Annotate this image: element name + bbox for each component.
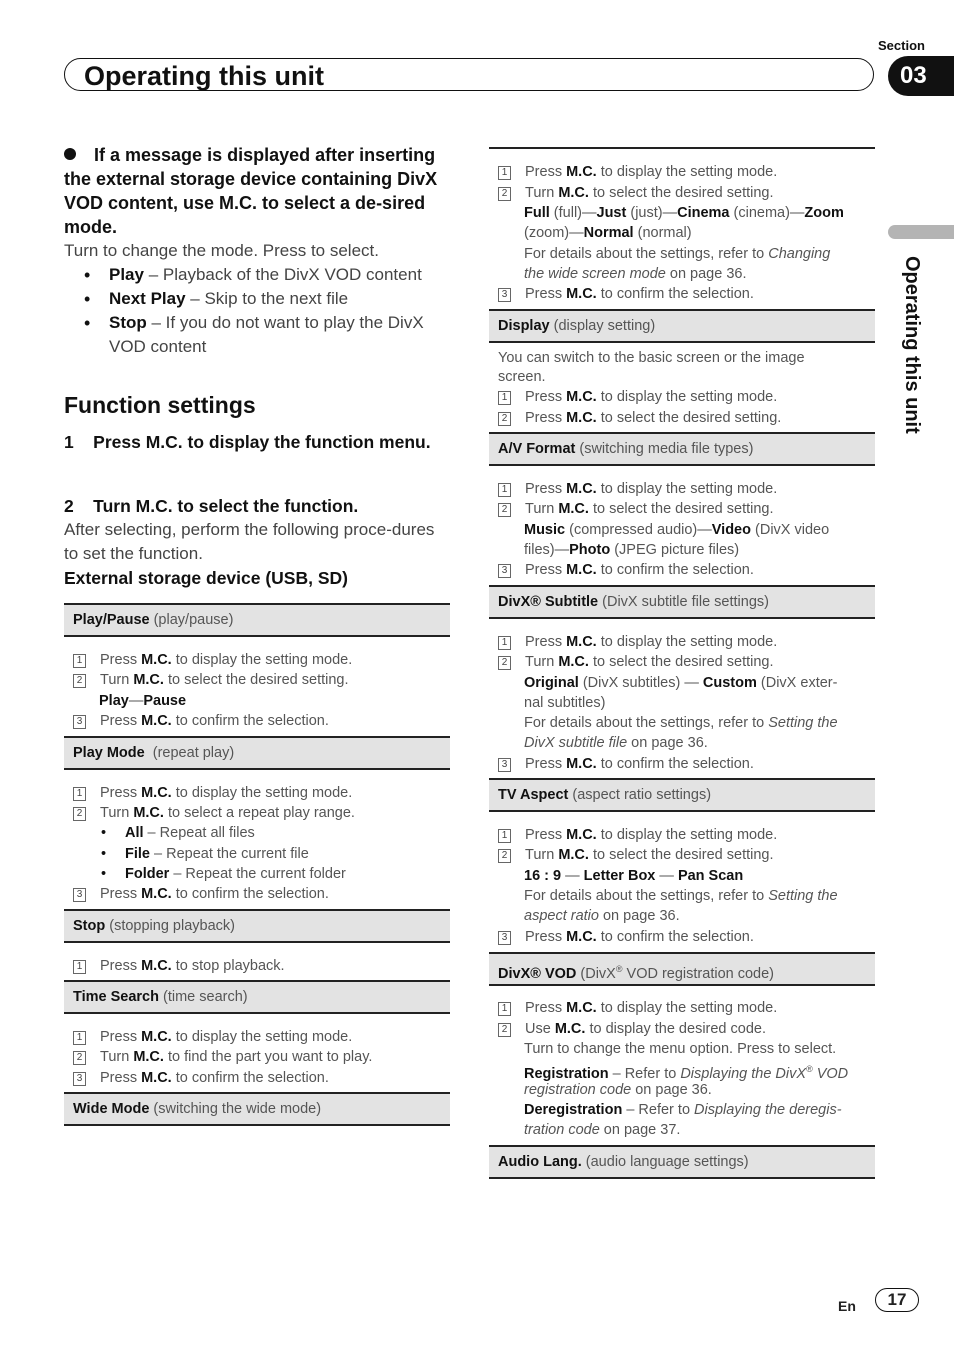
list-item: 1 Press M.C. to display the setting mode. xyxy=(73,783,352,803)
list-item: 1 Press M.C. to display the setting mode. xyxy=(73,1027,352,1047)
options-line: Original (DivX subtitles) — Custom (DivX exter- xyxy=(524,675,838,691)
list-item: 2 Turn M.C. to select a repeat play range. xyxy=(73,803,355,823)
list-item: 3 Press M.C. to confirm the selection. xyxy=(73,1068,329,1088)
intro-block xyxy=(64,143,450,359)
side-tab xyxy=(888,225,954,239)
section-bar-tv-aspect: TV Aspect (aspect ratio settings) xyxy=(489,778,875,812)
list-item: 3 Press M.C. to confirm the selection. xyxy=(498,284,754,304)
options-line: files)—Photo (JPEG picture files) xyxy=(524,542,740,558)
list-item: 2 Turn M.C. to select the desired setting. xyxy=(498,652,774,672)
intro-options xyxy=(64,263,450,359)
section-bar-wide-mode: Wide Mode (switching the wide mode) xyxy=(64,1092,450,1126)
step-2-text: After selecting, perform the following proce-dures to set the function. xyxy=(64,520,435,563)
list-item: 1 Press M.C. to display the setting mode. xyxy=(498,387,777,407)
list-item: 2 Press M.C. to select the desired setting. xyxy=(498,408,781,428)
reference-text: the wide screen mode on page 36. xyxy=(524,266,747,282)
display-text: screen. xyxy=(498,369,546,385)
list-item: 1 Press M.C. to display the setting mode. xyxy=(498,632,777,652)
list-item: • Stop – If you do not want to play the DivX VOD content xyxy=(64,311,450,359)
vod-deregistration: Deregistration – Refer to Displaying the deregis- xyxy=(524,1102,842,1118)
list-item: 2 Turn M.C. to find the part you want to play. xyxy=(73,1047,372,1067)
options-line: Play—Pause xyxy=(99,693,187,709)
options-line: 16 : 9 — Letter Box — Pan Scan xyxy=(524,868,744,884)
list-item: • Next Play – Skip to the next file xyxy=(64,287,450,311)
device-heading: External storage device (USB, SD) xyxy=(64,568,348,588)
list-item: 3 Press M.C. to confirm the selection. xyxy=(498,754,754,774)
section-bar-play-mode: Play Mode (repeat play) xyxy=(64,736,450,770)
list-item: 2 Turn M.C. to select the desired setting. xyxy=(498,183,774,203)
vod-registration: Registration – Refer to Displaying the DivX® VOD xyxy=(524,1064,849,1082)
list-item: 2 Use M.C. to display the desired code. xyxy=(498,1019,766,1039)
page-number: 17 xyxy=(875,1288,919,1312)
list-item: • All – Repeat all files xyxy=(125,823,255,843)
section-bar-divx-vod: DivX® VOD (DivX® VOD registration code) xyxy=(489,952,875,986)
section-bar-time-search: Time Search (time search) xyxy=(64,980,450,1014)
reference-text: For details about the settings, refer to Setting the xyxy=(524,888,838,904)
reference-text: DivX subtitle file on page 36. xyxy=(524,735,708,751)
list-item: • Play – Playback of the DivX VOD content xyxy=(64,263,450,287)
section-bar-display: Display (display setting) xyxy=(489,309,875,343)
section-number: 03 xyxy=(888,56,954,96)
vod-deregistration: tration code on page 37. xyxy=(524,1122,681,1138)
divider xyxy=(489,147,875,149)
list-item: 1 Press M.C. to display the setting mode. xyxy=(498,825,777,845)
list-item: 1 Press M.C. to display the setting mode. xyxy=(498,479,777,499)
section-bar-av-format: A/V Format (switching media file types) xyxy=(489,432,875,466)
bullet-icon xyxy=(64,148,76,160)
list-item: 1 Press M.C. to display the setting mode. xyxy=(498,998,777,1018)
footer-language: En xyxy=(838,1298,856,1314)
vod-registration: registration code on page 36. xyxy=(524,1082,712,1098)
reference-text: aspect ratio on page 36. xyxy=(524,908,680,924)
list-item: 3 Press M.C. to confirm the selection. xyxy=(498,927,754,947)
step-1: 1 Press M.C. to display the function menu. xyxy=(64,432,431,452)
section-bar-divx-subtitle: DivX® Subtitle (DivX subtitle file settings) xyxy=(489,585,875,619)
reference-text: For details about the settings, refer to Changing xyxy=(524,246,831,262)
section-bar-stop: Stop (stopping playback) xyxy=(64,909,450,943)
list-item: • Folder – Repeat the current folder xyxy=(125,864,346,884)
reference-text: For details about the settings, refer to Setting the xyxy=(524,715,838,731)
intro-text: Turn to change the mode. Press to select. xyxy=(64,241,379,260)
list-item: 3 Press M.C. to confirm the selection. xyxy=(73,884,329,904)
options-line: nal subtitles) xyxy=(524,695,606,711)
options-line: Music (compressed audio)—Video (DivX video xyxy=(524,522,830,538)
side-label: Operating this unit xyxy=(901,256,923,434)
list-item: 1 Press M.C. to display the setting mode. xyxy=(73,650,352,670)
intro-heading: If a message is displayed after inserting the external storage device containing DivX VOD content, use M.C. to select a de-sired mode. xyxy=(64,145,438,237)
list-item: 2 Turn M.C. to select the desired setting. xyxy=(498,845,774,865)
function-settings-heading: Function settings xyxy=(64,392,256,418)
list-item: 1 Press M.C. to display the setting mode. xyxy=(498,162,777,182)
page-title: Operating this unit xyxy=(84,61,324,91)
list-item: 2 Turn M.C. to select the desired setting. xyxy=(73,670,349,690)
list-item: • File – Repeat the current file xyxy=(125,844,309,864)
list-item: 2 Turn M.C. to select the desired setting. xyxy=(498,499,774,519)
options-line: Full (full)—Just (just)—Cinema (cinema)—Zoom xyxy=(524,205,844,221)
section-bar-audio-lang: Audio Lang. (audio language settings) xyxy=(489,1145,875,1179)
display-text: You can switch to the basic screen or the image xyxy=(498,350,805,366)
step-2: 2 Turn M.C. to select the function. xyxy=(64,496,359,516)
options-line: (zoom)—Normal (normal) xyxy=(524,225,692,241)
vod-text: Turn to change the menu option. Press to select. xyxy=(524,1041,837,1057)
list-item: 3 Press M.C. to confirm the selection. xyxy=(498,560,754,580)
section-bar-play-pause: Play/Pause (play/pause) xyxy=(64,603,450,637)
section-label: Section xyxy=(878,38,925,53)
list-item: 3 Press M.C. to confirm the selection. xyxy=(73,711,329,731)
list-item: 1 Press M.C. to stop playback. xyxy=(73,956,285,976)
